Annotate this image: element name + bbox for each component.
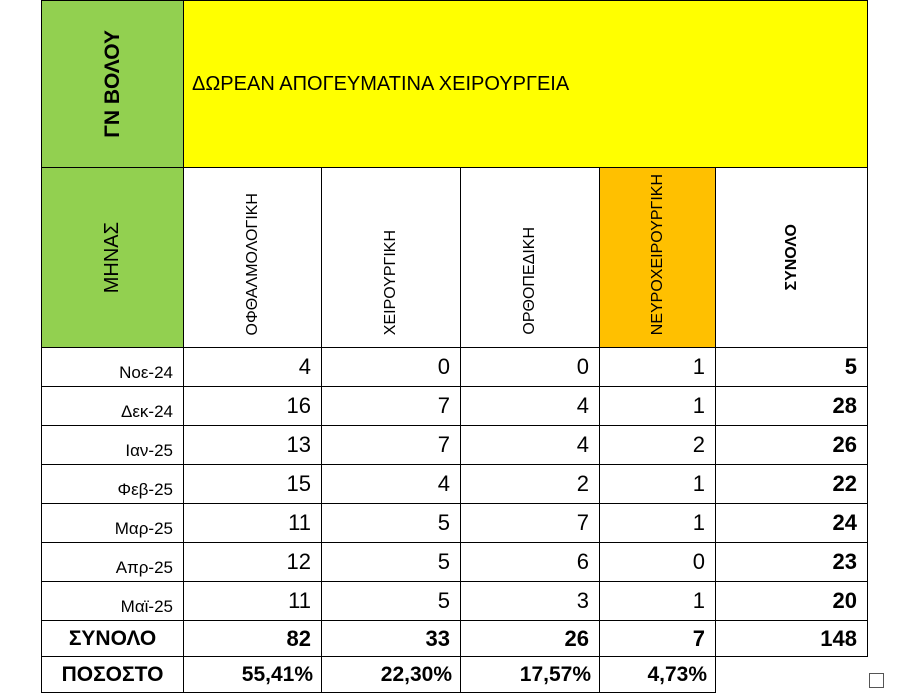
- header-neurosurgery: ΝΕΥΡΟΧΕΙΡΟΥΡΓΙΚΗ: [648, 173, 666, 335]
- orthopedics-value[interactable]: 6: [461, 543, 600, 582]
- table-row: [42, 504, 868, 543]
- month-cell[interactable]: Μαϊ-25: [42, 582, 184, 621]
- row-total-value[interactable]: 28: [716, 387, 868, 426]
- totals-row: [42, 621, 868, 657]
- header-orthopedics: ΟΡΘΟΠΕΔΙΚΗ: [521, 227, 538, 335]
- month-cell[interactable]: Δεκ-24: [42, 387, 184, 426]
- orthopedics-total[interactable]: 26: [461, 621, 600, 657]
- surgery-value[interactable]: 0: [322, 348, 461, 387]
- percent-label[interactable]: ΠΟΣΟΣΤΟ: [42, 657, 184, 693]
- header-orthopedics-cell[interactable]: [461, 168, 600, 348]
- neurosurgery-value[interactable]: 1: [600, 465, 716, 504]
- neurosurgery-value[interactable]: 2: [600, 426, 716, 465]
- row-total-value[interactable]: 22: [716, 465, 868, 504]
- month-cell[interactable]: Φεβ-25: [42, 465, 184, 504]
- table-row: [42, 465, 868, 504]
- surgery-percent[interactable]: 22,30%: [322, 657, 461, 693]
- hospital-name: ΓΝ ΒΟΛΟΥ: [100, 30, 124, 138]
- table-row: [42, 387, 868, 426]
- header-ophthalmology-cell[interactable]: [184, 168, 322, 348]
- percent-row: [42, 657, 868, 693]
- ophthalmology-value[interactable]: 16: [184, 387, 322, 426]
- month-cell[interactable]: Νοε-24: [42, 348, 184, 387]
- neurosurgery-value[interactable]: 0: [600, 543, 716, 582]
- orthopedics-value[interactable]: 4: [461, 387, 600, 426]
- resize-handle[interactable]: [869, 673, 884, 688]
- ophthalmology-value[interactable]: 4: [184, 348, 322, 387]
- surgery-value[interactable]: 5: [322, 543, 461, 582]
- header-month-cell[interactable]: [42, 168, 184, 348]
- surgery-value[interactable]: 7: [322, 426, 461, 465]
- row-total-value[interactable]: 26: [716, 426, 868, 465]
- surgery-value[interactable]: 4: [322, 465, 461, 504]
- row-total-value[interactable]: 23: [716, 543, 868, 582]
- surgery-value[interactable]: 7: [322, 387, 461, 426]
- ophthalmology-value[interactable]: 13: [184, 426, 322, 465]
- orthopedics-percent[interactable]: 17,57%: [461, 657, 600, 693]
- header-total: ΣΥΝΟΛΟ: [782, 224, 800, 291]
- orthopedics-value[interactable]: 3: [461, 582, 600, 621]
- surgery-value[interactable]: 5: [322, 504, 461, 543]
- row-total-value[interactable]: 20: [716, 582, 868, 621]
- neurosurgery-percent[interactable]: 4,73%: [600, 657, 716, 693]
- orthopedics-value[interactable]: 2: [461, 465, 600, 504]
- month-cell[interactable]: Ιαν-25: [42, 426, 184, 465]
- ophthalmology-value[interactable]: 15: [184, 465, 322, 504]
- hospital-cell[interactable]: [42, 1, 184, 168]
- header-ophthalmology: ΟΦΘΑΛΜΟΛΟΓΙΚΗ: [243, 192, 261, 335]
- title-cell[interactable]: [184, 1, 868, 168]
- month-cell[interactable]: Απρ-25: [42, 543, 184, 582]
- orthopedics-value[interactable]: 0: [461, 348, 600, 387]
- surgery-total[interactable]: 33: [322, 621, 461, 657]
- neurosurgery-value[interactable]: 1: [600, 348, 716, 387]
- table-row: [42, 426, 868, 465]
- totals-label[interactable]: ΣΥΝΟΛΟ: [42, 621, 184, 657]
- row-total-value[interactable]: 24: [716, 504, 868, 543]
- ophthalmology-value[interactable]: 11: [184, 504, 322, 543]
- row-total-value[interactable]: 5: [716, 348, 868, 387]
- neurosurgery-total[interactable]: 7: [600, 621, 716, 657]
- ophthalmology-value[interactable]: 11: [184, 582, 322, 621]
- sheet-title: ΔΩΡΕΑΝ ΑΠΟΓΕΥΜΑΤΙΝΑ ΧΕΙΡΟΥΡΓΕΙΑ: [192, 72, 570, 95]
- grand-total[interactable]: 148: [716, 621, 868, 657]
- table-row: [42, 348, 868, 387]
- ophthalmology-value[interactable]: 12: [184, 543, 322, 582]
- header-neurosurgery-cell[interactable]: [600, 168, 716, 348]
- orthopedics-value[interactable]: 7: [461, 504, 600, 543]
- surgery-table: [41, 0, 868, 693]
- header-month: ΜΗΝΑΣ: [101, 221, 123, 294]
- orthopedics-value[interactable]: 4: [461, 426, 600, 465]
- neurosurgery-value[interactable]: 1: [600, 387, 716, 426]
- table-row: [42, 543, 868, 582]
- month-cell[interactable]: Μαρ-25: [42, 504, 184, 543]
- header-surgery: ΧΕΙΡΟΥΡΓΙΚΗ: [382, 229, 399, 335]
- header-total-cell[interactable]: [716, 168, 868, 348]
- neurosurgery-value[interactable]: 1: [600, 504, 716, 543]
- empty-cell: [716, 657, 868, 693]
- ophthalmology-total[interactable]: 82: [184, 621, 322, 657]
- surgery-value[interactable]: 5: [322, 582, 461, 621]
- neurosurgery-value[interactable]: 1: [600, 582, 716, 621]
- header-surgery-cell[interactable]: [322, 168, 461, 348]
- table-row: [42, 582, 868, 621]
- ophthalmology-percent[interactable]: 55,41%: [184, 657, 322, 693]
